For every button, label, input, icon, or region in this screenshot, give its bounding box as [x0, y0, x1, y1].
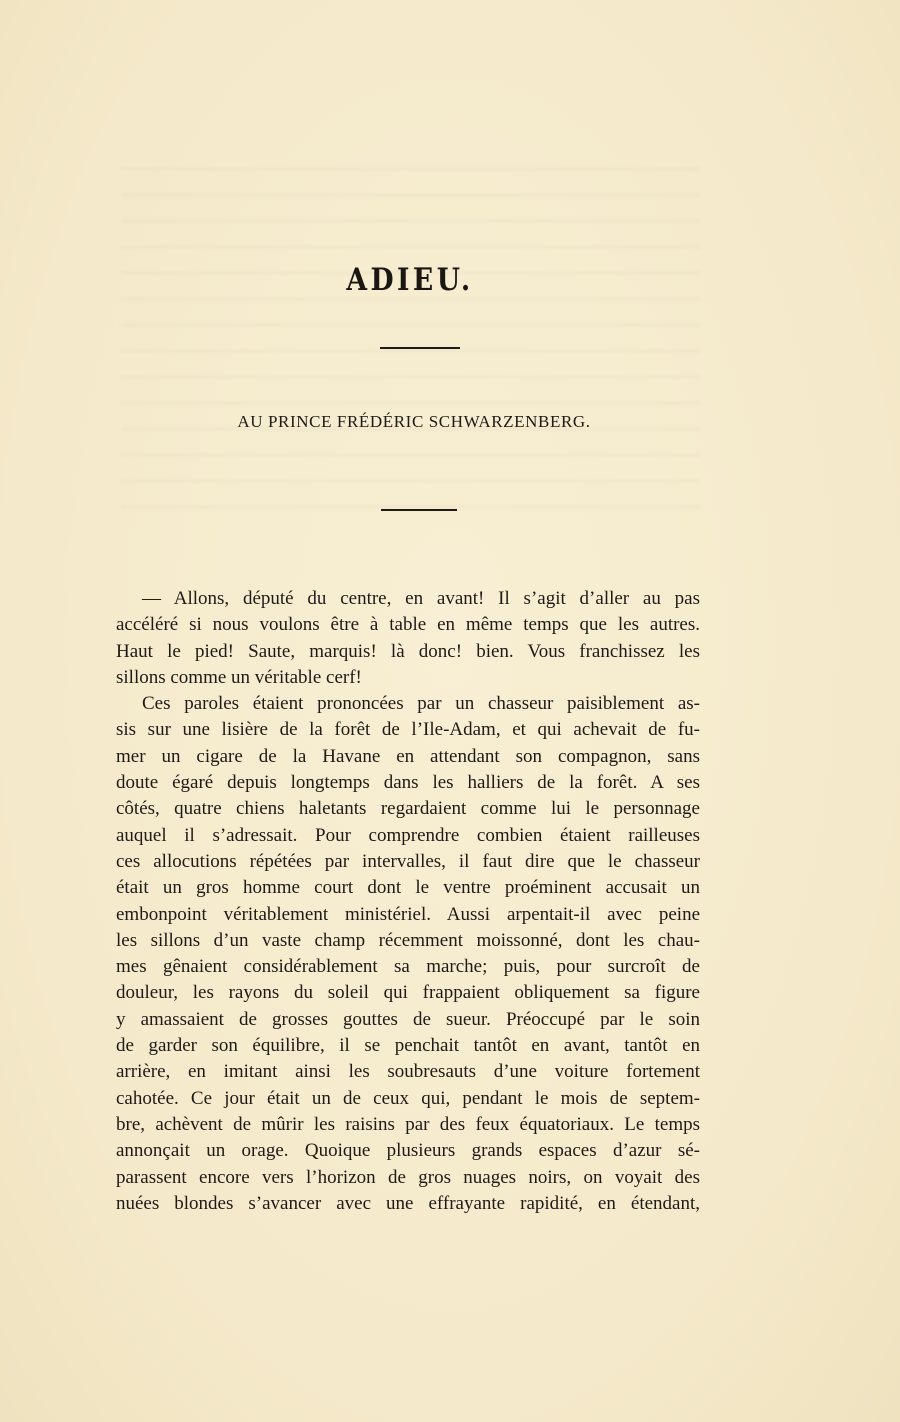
text-line: y amassaient de grosses gouttes de sueur. Préoccupé par le soin [116, 1008, 700, 1030]
text-line: embonpoint véritablement ministériel. Aussi arpentait-il avec peine [116, 903, 700, 925]
text-line: cahotée. Ce jour était un de ceux qui, pendant le mois de septem- [116, 1087, 700, 1109]
text-line: sillons comme un véritable cerf! [116, 666, 362, 688]
text-line: doute égaré depuis longtemps dans les halliers de la forêt. A ses [116, 772, 700, 794]
dedication: AU PRINCE FRÉDÉRIC SCHWARZENBERG. [237, 412, 591, 431]
text-line: bre, achèvent de mûrir les raisins par des feux équatoriaux. Le temps [116, 1113, 700, 1135]
text-line: mes gênaient considérablement sa marche; puis, pour surcroît de [116, 956, 700, 978]
text-line: Haut le pied! Saute, marquis! là donc! bien. Vous franchissez les [116, 640, 700, 662]
text-line: — Allons, député du centre, en avant! Il s’agit d’aller au pas [142, 588, 700, 609]
chapter-title: ADIEU. [346, 262, 474, 298]
text-line: sis sur une lisière de la forêt de l’Ile-Adam, et qui achevait de fu- [116, 719, 700, 741]
text-line: accéléré si nous voulons être à table en même temps que les autres. [116, 614, 700, 636]
text-line: Ces paroles étaient prononcées par un chasseur paisiblement as- [142, 693, 700, 715]
text-line: auquel il s’adressait. Pour comprendre combien étaient railleuses [116, 824, 700, 846]
dedication-rule [381, 509, 457, 511]
text-line: les sillons d’un vaste champ récemment moissonné, dont les chau- [116, 929, 700, 951]
text-line: parassent encore vers l’horizon de gros nuages noirs, on voyait des [116, 1166, 700, 1188]
body-text [116, 586, 700, 1217]
text-line: douleur, les rayons du soleil qui frappaient obliquement sa figure [116, 982, 700, 1004]
text-line: côtés, quatre chiens haletants regardaient comme lui le personnage [116, 798, 700, 820]
text-line: nuées blondes s’avancer avec une effrayante rapidité, en étendant, [116, 1192, 700, 1214]
text-line: mer un cigare de la Havane en attendant son compagnon, sans [116, 745, 700, 767]
show-through-text [120, 150, 700, 510]
text-line: ces allocutions répétées par intervalles, il faut dire que le chasseur [116, 850, 700, 872]
text-line: de garder son équilibre, il se penchait tantôt en avant, tantôt en [116, 1035, 700, 1057]
text-line: annonçait un orage. Quoique plusieurs grands espaces d’azur sé- [116, 1140, 700, 1162]
title-rule [380, 347, 460, 349]
text-line: était un gros homme court dont le ventre proéminent accusait un [116, 877, 700, 899]
text-line: arrière, en imitant ainsi les soubresauts d’une voiture fortement [116, 1061, 700, 1083]
